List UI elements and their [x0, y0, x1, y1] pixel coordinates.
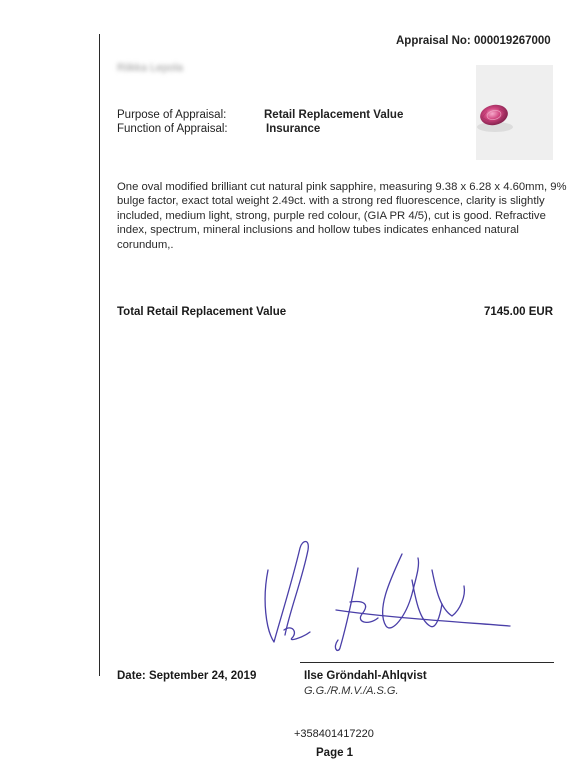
- gemstone-description: One oval modified brilliant cut natural pink sapphire, measuring 9.38 x 6.28 x 4.60mm, 9% bulge factor, exact total weight 2.49ct. with a strong red fluorescence, clarity is slightly included, medium light, strong, purple red colour, (GIA PR 4/5), cut is good. Refractive index, spectrum, mineral inclusions and hollow tubes indicates enhanced natural corundum,.: [117, 181, 567, 251]
- handwritten-signature: [240, 530, 530, 660]
- total-label: Total Retail Replacement Value: [117, 306, 287, 318]
- function-value: Insurance: [266, 123, 321, 135]
- purpose-value: Retail Replacement Value: [264, 109, 404, 121]
- appraisal-number: Appraisal No: 000019267000: [396, 35, 551, 47]
- signer-credentials: G.G./R.M.V./A.S.G.: [304, 685, 399, 697]
- total-value: 7145.00 EUR: [484, 306, 554, 318]
- signature-line: [300, 662, 554, 663]
- pink-sapphire-icon: [476, 65, 553, 160]
- gemstone-photo: [476, 65, 553, 160]
- page-number: Page 1: [316, 747, 354, 759]
- purpose-label: Purpose of Appraisal:: [117, 109, 227, 121]
- phone-number: +358401417220: [294, 728, 374, 740]
- signer-name: Ilse Gröndahl-Ahlqvist: [304, 670, 427, 682]
- function-label: Function of Appraisal:: [117, 123, 228, 135]
- left-margin-rule: [99, 34, 100, 676]
- client-name-blurred: Riikka Lepola: [117, 62, 184, 74]
- appraisal-date: Date: September 24, 2019: [117, 670, 257, 682]
